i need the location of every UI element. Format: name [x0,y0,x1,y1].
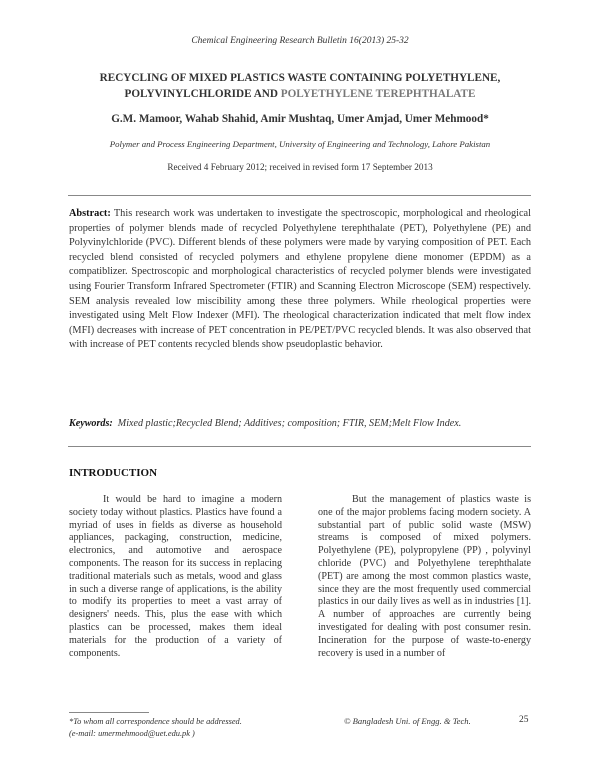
intro-paragraph-1: It would be hard to imagine a modern society today without plastics. Plastics have found a myriad of uses in fields as diverse as household appliances, packaging, construction, medicine, electronics, and automotive and aerospace components. The reason for its success in replacing traditional materials such as metals, wood and glass in such a diverse range of applications, is the ability to modify its properties to meet a vast array of designers' needs. This, plus the ease with which plastics can be processed, makes them ideal materials for the production of a variety of components. [69,494,282,659]
keywords [69,418,531,429]
author-list: G.M. Mamoor, Wahab Shahid, Amir Mushtaq, Umer Amjad, Umer Mehmood* [111,113,489,125]
keywords-label: Keywords: [69,418,113,429]
body-column-right [318,494,531,660]
keywords-bottom-rule [68,446,531,447]
footnote-rule [69,712,149,713]
abstract-label: Abstract: [69,208,111,219]
intro-paragraph-2: But the management of plastics waste is one of the major problems facing modern society. A substantial part of public solid waste (MSW) streams is composed of mixed polymers. Polyethylene (PE), polypropylene (PP) , polyvinyl chloride (PVC) and Polyethylene terephthalate (PET) are among the most common plastics waste, since they are the most frequently used commercial plastics in our daily lives as well as in industries [1]. A number of approaches are currently being investigated for dealing with post consumer resin. Incineration for the purpose of waste-to-energy recovery is used in a number of [318,494,531,659]
title-line-2-part-1: POLYVINYLCHLORIDE AND [124,88,281,100]
journal-header: Chemical Engineering Research Bulletin 16(2013) 25-32 [191,36,409,46]
footnote-line-2: (e-mail: umermehmood@uet.edu.pk ) [69,729,195,738]
title-line-2-part-2: POLYETHYLENE TEREPHTHALATE [280,88,476,100]
correspondence-footnote [69,716,242,740]
abstract-text: This research work was undertaken to investigate the spectroscopic, morphological and rheological properties of polymer blends made of recycled Polyethylene terephthalate (PET), Polyethylene (PE) and Polyvinylchloride (PVC). Different blends of these polymers were made by varying composition of PET. Each recycled blend consisted of recycled polymers and ethylene propylene diene monomer (EPDM) as a compatiblizer. Spectroscopic and morphological characteristics of recycled polymer blends were investigated using Fourier Transform Infrared Spectrometer (FTIR) and Scanning Electron Microscope (SEM) respectively. SEM analysis revealed low miscibility among these three polymers. While rheological properties were investigated using Melt Flow Indexer (MFI). The rheological characterization indicated that melt flow index (MFI) decreases with increase of PET concentration in PE/PET/PVC recycled blends. It was also observed that with increase of PET contents recycled blends show pseudoplastic behavior. [69,208,531,351]
received-dates: Received 4 February 2012; received in revised form 17 September 2013 [167,162,433,172]
title-line-2 [40,86,560,102]
footnote-line-1: *To whom all correspondence should be addressed. [69,717,242,726]
page-number: 25 [519,715,529,725]
body-column-left [69,494,282,660]
affiliation: Polymer and Process Engineering Department, University of Engineering and Technology, Lahore Pakistan [109,139,491,149]
abstract [69,207,531,353]
abstract-top-rule [68,195,531,196]
section-heading-introduction: INTRODUCTION [69,467,158,479]
paper-title [40,70,560,102]
copyright-notice: © Bangladesh Uni. of Engg. & Tech. [344,716,471,726]
title-line-1: RECYCLING OF MIXED PLASTICS WASTE CONTAINING POLYETHYLENE, [99,72,501,84]
keywords-text: Mixed plastic;Recycled Blend; Additives; composition; FTIR, SEM;Melt Flow Index. [117,418,462,429]
